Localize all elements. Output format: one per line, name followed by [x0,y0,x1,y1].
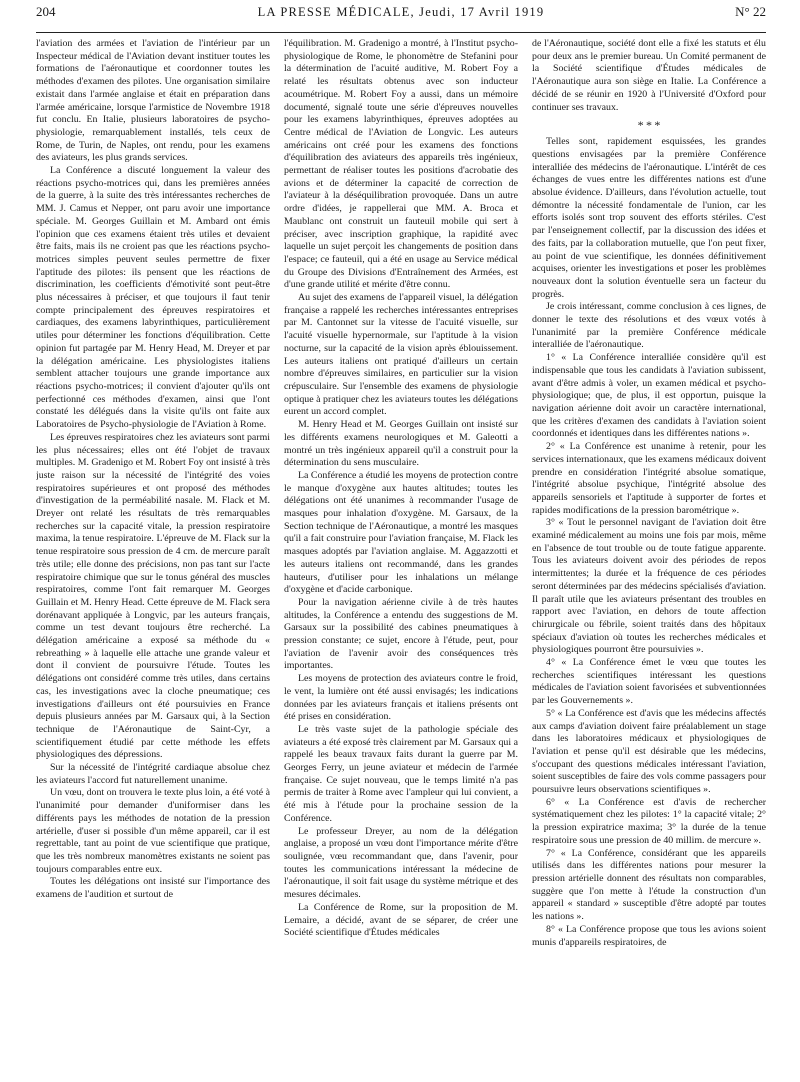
resolution-item: 3° « Tout le personnel navigant de l'aviation doit être examiné médicalement au moins une fois par mois, même en l'absence de tout trouble ou de toute fatigue apparente. Tous les aviateurs doivent avoir des périodes de repos intermittentes; la durée et la fréquence de ces périodes seront déterminées par des médecins spécialisés d'aviation. Il paraît utile que les aviateurs présentant des troubles en rapport avec l'aviation, en dehors de toute affection chirurgicale ou fébrile, soient traités dans des hôpitaux spéciaux d'aviation où toutes les recherches médicales et physiologiques pourront être poursuivies ». [532,517,766,656]
paragraph: La Conférence a discuté longuement la valeur des réactions psycho-motrices qui, dans les premières années de la guerre, à la suite des très intéressantes recherches de MM. J. Camus et Nepper, ont paru avoir une importance spéciale. M. Georges Guillain et M. Ambard ont émis l'opinion que ces examens étaient très utiles et devaient être faits, mais ils ne croient pas que les réactions psycho-motrices simples peuvent seules permettre de fixer l'aptitude des pilotes: ils pensent que les réactions de discrimination, les coefficients d'émotivité sont peut-être plus nécessaires à préciser, et que toujours il faut tenir compte principalement des épreuves respiratoires et cardiaques, des examens labyrinthiques, particulièrement utiles pour déterminer les fonctions d'équilibration. Cette opinion fut partagée par M. Henry Head, M. Dreyer et par la délégation américaine. Les physiologistes italiens semblent attacher toujours une grande importance aux réactions psycho-motrices; il convient d'ajouter qu'ils ont perfectionné ces méthodes d'examen, ainsi que l'ont constaté les délégués dans la visite qu'ils ont faite aux Laboratoires de Psycho-physiologie de l'Aviation à Rome. [36,165,270,431]
resolution-item: 7° « La Conférence, considérant que les appareils utilisés dans les différentes nations pour mesurer la pression artérielle donnent des résultats non comparables, suggère que l'on mette à l'étude la construction d'un appareil « standard » susceptible d'être adopté par toutes les nations ». [532,847,766,923]
text-columns [36,33,766,1078]
paragraph: de l'Aéronautique, société dont elle a fixé les statuts et élu pour deux ans le premier bureau. Un Comité permanent de la Société scientifique d'Études médicales de l'Aéronautique aura son siège en Italie. La Conférence a décidé de se réunir en 1920 à l'Université d'Oxford pour continuer ses travaux. [532,38,766,113]
resolution-item: 8° « La Conférence propose que tous les avions soient munis d'appareils respiratoires, de [532,923,766,948]
paragraph: Le professeur Dreyer, au nom de la délégation anglaise, a proposé un vœu dont l'importance mérite d'être soulignée, vœu recommandant que, dans l'avenir, pour toutes les communications intéressant la médecine de l'aéronautique, il soit fait usage du système métrique et des mesures décimales. [284,825,518,901]
resolution-item: 5° « La Conférence est d'avis que les médecins affectés aux camps d'aviation doivent faire préalablement un stage dans les laboratoires médicaux et physiologiques de l'aviation et pense qu'il est désirable que les médecins, s'occupant des questions médicales intéressant l'aviation, soient susceptibles de faire des vols comme passagers pour poursuivre leurs observations scientifiques ». [532,707,766,796]
paragraph: La Conférence a étudié les moyens de protection contre le manque d'oxygène aux hautes altitudes; toutes les délégations ont été unanimes à recommander l'usage de masques pour inhalation d'oxygène. M. Garsaux, de la Section technique de l'Aéronautique, a montré les masques qu'il a fait construire pour l'aviation française, M. Flack les masques adoptés par l'aviation anglaise. M. Aggazzotti et les auteurs italiens ont recommandé, dans les grandes hauteurs, d'utiliser pour les inhalations un mélange d'oxygène et d'acide carbonique. [284,469,518,596]
paragraph: Je crois intéressant, comme conclusion à ces lignes, de donner le texte des résolutions et des vœux votés à l'unanimité par la première Conférence médicale interalliée de l'aéronautique. [532,301,766,351]
resolution-item: 2° « La Conférence est unanime à retenir, pour les services internationaux, que les examens médicaux doivent prendre en considération l'intégrité absolue somatique, l'intégrité absolue psychique, l'intégrité absolue des appareils sensoriels et l'aptitude à supporter de fortes et rapides modifications de la pression barométrique ». [532,441,766,516]
resolution-item: 6° « La Conférence est d'avis de rechercher systématiquement chez les pilotes: 1° la capacité vitale; 2° la pression expiratrice maxima; 3° la durée de la tenue respiratoire sous une pression de 40 millim. de mercure ». [532,796,766,846]
paragraph: Telles sont, rapidement esquissées, les grandes questions envisagées par la première Conférence interalliée des médecins de l'aéronautique. L'intérêt de ces échanges de vues entre les différentes nations est d'une absolue évidence. D'ailleurs, dans l'évolution actuelle, tout démontre la nécessité fondamentale de l'union, car les efforts isolés sont trop souvent des efforts stériles. C'est par l'enseignement collectif, par la discussion des idées et des faits, par la collaboration mutuelle, que l'on peut fixer, au point de vue scientifique, les données définitivement acquises, orienter les investigations et poser les problèmes nouveaux dont la solution éventuelle sera un facteur du progrès. [532,136,766,300]
running-header [36,0,766,33]
resolution-item: 1° « La Conférence interalliée considère qu'il est indispensable que tous les candidats à l'aviation subissent, avant d'être admis à voler, un examen médical et psycho-physiologique; que, de plus, il est opportun, puisque la navigation aérienne doit avoir un caractère international, que les critères d'examen des candidats à l'aviation soient coordonnés et identiques dans les différentes nations ». [532,352,766,440]
running-title: LA PRESSE MÉDICALE, Jeudi, 17 Avril 1919 [257,5,545,19]
column-2 [284,38,518,1078]
paragraph: l'équilibration. M. Gradenigo a montré, à l'Institut psycho-physiologique de Rome, le phonomètre de Stefanini pour la détermination de l'acuité auditive, M. Robert Foy a relaté les résultats obtenus avec son inducteur acoumétrique. M. Robert Foy a aussi, dans un mémoire documenté, signalé toute une série d'épreuves nouvelles pour les examens labyrinthiques, épreuves adoptées au Centre médical de l'Aviation de Longvic. Les auteurs américains ont créé pour les examens des fonctions d'équilibration des aviateurs des appareils très ingénieux, permettant de réaliser toutes les positions d'acrobatie des avions et de déterminer la capacité de correction de l'aviateur à la déséquilibration provoquée. Dans un autre ordre d'idées, je rappellerai que MM. A. Broca et Maublanc ont construit un fauteuil mobile qui sert à préciser, avec inscription graphique, la rapidité avec laquelle un sujet perçoit les changements de position dans l'espace; ce fauteuil, qui a été en usage au Service médical du Groupe des Divisions d'Entraînement des Armées, est d'une grande utilité et mérite d'être connu. [284,38,518,291]
column-1 [36,38,270,1078]
paragraph: Les épreuves respiratoires chez les aviateurs sont parmi les plus nécessaires; elles ont été l'objet de travaux multiples. M. Gradenigo et M. Robert Foy ont insisté à très juste raison sur la nécessité de l'intégrité des voies respiratoires supérieures et ont proposé des méthodes d'investigation de la perméabilité nasale. M. Flack et M. Dreyer ont relaté les résultats de très remarquables recherches sur la capacité vitale, la pression respiratoire maxima, la tenue respiratoire. L'épreuve de M. Flack sur la tenue respiratoire sous pression de 4 cm. de mercure paraît très utile; elle donne des précisions, non pas tant sur l'acte respiratoire chimique que sur le tonus général des muscles respiratoires, comme l'ont fait remarquer M. Georges Guillain et M. Henry Head. Cette épreuve de M. Flack sera dorénavant appliquée à Longvic, par les auteurs français, comme un test devant toujours être recherché. La délégation américaine a exposé sa méthode du « rebreathing » à laquelle elle attache une grande valeur et dont il convient de poursuivre l'étude. Toutes les délégations ont considéré comme très utiles, dans certains cas, les investigations avec la cloche pneumatique; ces investigations d'ailleurs ont été poursuivies en France depuis plusieurs années par M. Garsaux qui, à la Section technique de l'Aéronautique de Saint-Cyr, a scientifiquement étudié par cette méthode les effets physiologiques des dépressions. [36,431,270,761]
paragraph: Le très vaste sujet de la pathologie spéciale des aviateurs a été exposé très clairement par M. Garsaux qui a rappelé les beaux travaux faits durant la guerre par M. Georges Ferry, un jeune aviateur et médecin de l'armée française. Ce sujet nouveau, que le temps limité n'a pas permis de traiter à Rome avec l'ampleur qui lui convient, a été mis à l'étude pour la prochaine session de la Conférence. [284,723,518,824]
paragraph: Au sujet des examens de l'appareil visuel, la délégation française a rappelé les recherches intéressantes entreprises par M. Cantonnet sur la vitesse de l'acuité visuelle, sur l'acuité visuelle hypernormale, sur l'aptitude à la vision nocturne, sur la capacité de la vision après éblouissement. Les auteurs italiens ont pratiqué d'ailleurs un certain nombre d'épreuves similaires, en particulier sur la vision crépusculaire. Sur l'ensemble des examens de physiologie optique à pratiquer chez les aviateurs toutes les délégations eurent un accord complet. [284,292,518,418]
page-number: 204 [36,4,56,19]
paragraph: Un vœu, dont on trouvera le texte plus loin, a été voté à l'unanimité pour demander d'uniformiser dans les différents pays les méthodes de notation de la pression artérielle, d'user si possible d'un même appareil, car il est regrettable, tant au point de vue scientifique que pratique, que les très nombreux manomètres existants ne soient pas toujours comparables entre eux. [36,787,270,875]
issue-number: N° 22 [735,4,766,19]
paragraph: La Conférence de Rome, sur la proposition de M. Lemaire, a décidé, avant de se séparer, de créer une Société scientifique d'Études médicales [284,901,518,939]
resolution-item: 4° « La Conférence émet le vœu que toutes les recherches scientifiques intéressant les questions médicales de l'aviation soient favorisées et subventionnées par les Gouvernements ». [532,657,766,707]
paragraph: l'aviation des armées et l'aviation de l'intérieur par un Inspecteur médical de l'Aviation devant instituer toutes les formations de l'aéronautique et coordonner toutes les méthodes d'examen des pilotes. Une organisation similaire existait dans l'armée anglaise et était en préparation dans l'armée américaine, lorsque l'armistice de Novembre 1918 fut conclu. En Italie, plusieurs laboratoires de psycho-physiologie, remarquablement installés, tels ceux de Rome, de Turin, de Naples, ont rendu, pour les examens des aviateurs, les plus grands services. [36,38,270,164]
paragraph: M. Henry Head et M. Georges Guillain ont insisté sur les différents examens neurologiques et M. Galeotti a montré un très ingénieux appareil qu'il a construit pour la détermination du sens musculaire. [284,419,518,469]
paragraph: Toutes les délégations ont insisté sur l'importance des examens de l'audition et surtout de [36,876,270,901]
section-separator: * * * [637,118,661,133]
paragraph: Les moyens de protection des aviateurs contre le froid, le vent, la lumière ont été aussi envisagés; les indications données par les aviateurs français et italiens présents ont été prises en considération. [284,673,518,723]
column-3 [532,38,766,1078]
paragraph: Sur la nécessité de l'intégrité cardiaque absolue chez les aviateurs l'accord fut naturellement unanime. [36,762,270,786]
paragraph: Pour la navigation aérienne civile à de très hautes altitudes, la Conférence a entendu des suggestions de M. Garsaux sur la possibilité des cabines pneumatiques à pression constante; ce sujet, encore à l'étude, peut, pour l'aviation de l'avenir avoir des conséquences très importantes. [284,596,518,672]
